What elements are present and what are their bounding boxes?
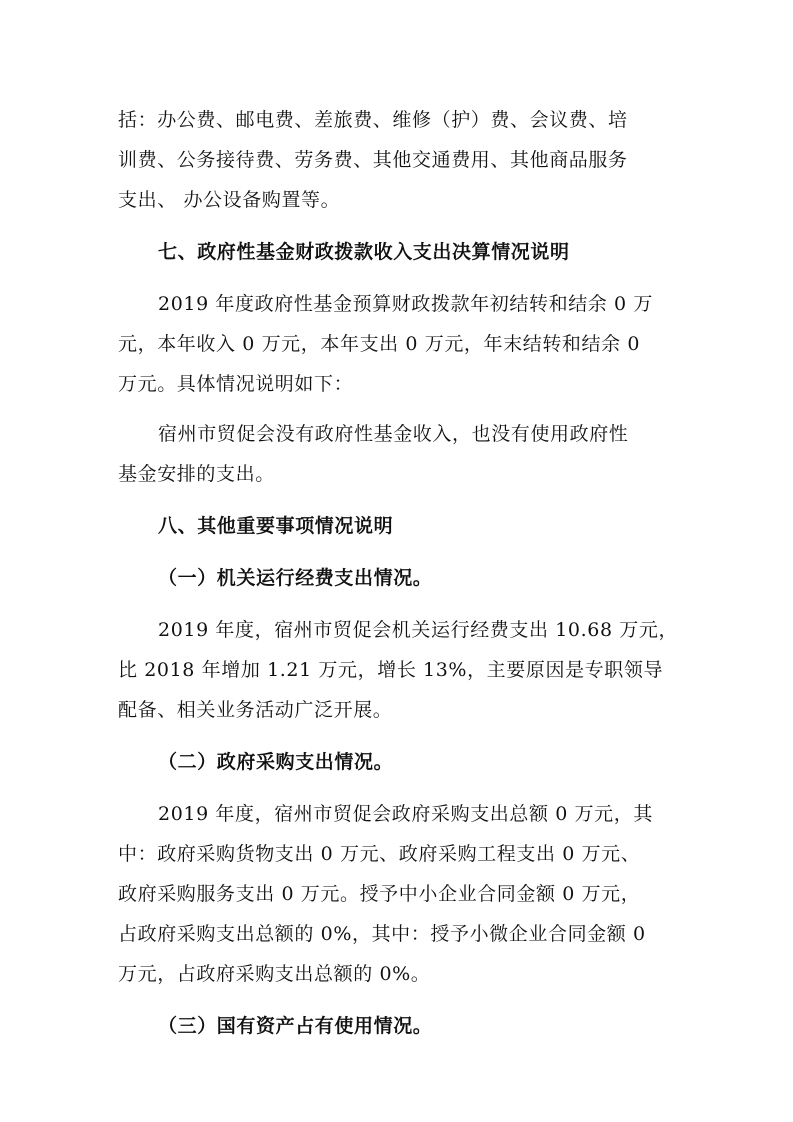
paragraph-line: 括：办公费、邮电费、差旅费、维修（护）费、会议费、培 (118, 109, 628, 131)
section-heading-8: 八、其他重要事项情况说明 (158, 515, 394, 537)
subsection-heading-2: （二）政府采购支出情况。 (158, 751, 394, 773)
paragraph-line: 万元，占政府采购支出总额的 0%。 (118, 963, 431, 985)
paragraph-line: 训费、公务接待费、劳务费、其他交通费用、其他商品服务 (118, 149, 628, 171)
paragraph-line: 配备、相关业务活动广泛开展。 (118, 699, 393, 721)
paragraph-line: 宿州市贸促会没有政府性基金收入，也没有使用政府性 (158, 423, 629, 445)
paragraph-line: 元，本年收入 0 万元，本年支出 0 万元，年末结转和结余 0 (118, 333, 641, 355)
paragraph-line: 比 2018 年增加 1.21 万元，增长 13%，主要原因是专职领导 (118, 659, 664, 681)
paragraph-line: 2019 年度政府性基金预算财政拨款年初结转和结余 0 万 (158, 293, 653, 315)
paragraph-line: 中：政府采购货物支出 0 万元、政府采购工程支出 0 万元、 (118, 843, 641, 865)
subsection-heading-1: （一）机关运行经费支出情况。 (158, 567, 433, 589)
paragraph-line: 2019 年度，宿州市贸促会机关运行经费支出 10.68 万元， (158, 619, 679, 641)
paragraph-line: 政府采购服务支出 0 万元。授予中小企业合同金额 0 万元， (118, 883, 641, 905)
paragraph-line: 占政府采购支出总额的 0%，其中：授予小微企业合同金额 0 (118, 923, 646, 945)
subsection-heading-3: （三）国有资产占有使用情况。 (158, 1015, 433, 1037)
paragraph-line: 2019 年度，宿州市贸促会政府采购支出总额 0 万元，其 (158, 803, 653, 825)
section-heading-7: 七、政府性基金财政拨款收入支出决算情况说明 (158, 241, 570, 263)
paragraph-line: 支出、 办公设备购置等。 (118, 189, 341, 211)
paragraph-line: 万元。具体情况说明如下： (118, 373, 354, 395)
paragraph-line: 基金安排的支出。 (118, 463, 275, 485)
